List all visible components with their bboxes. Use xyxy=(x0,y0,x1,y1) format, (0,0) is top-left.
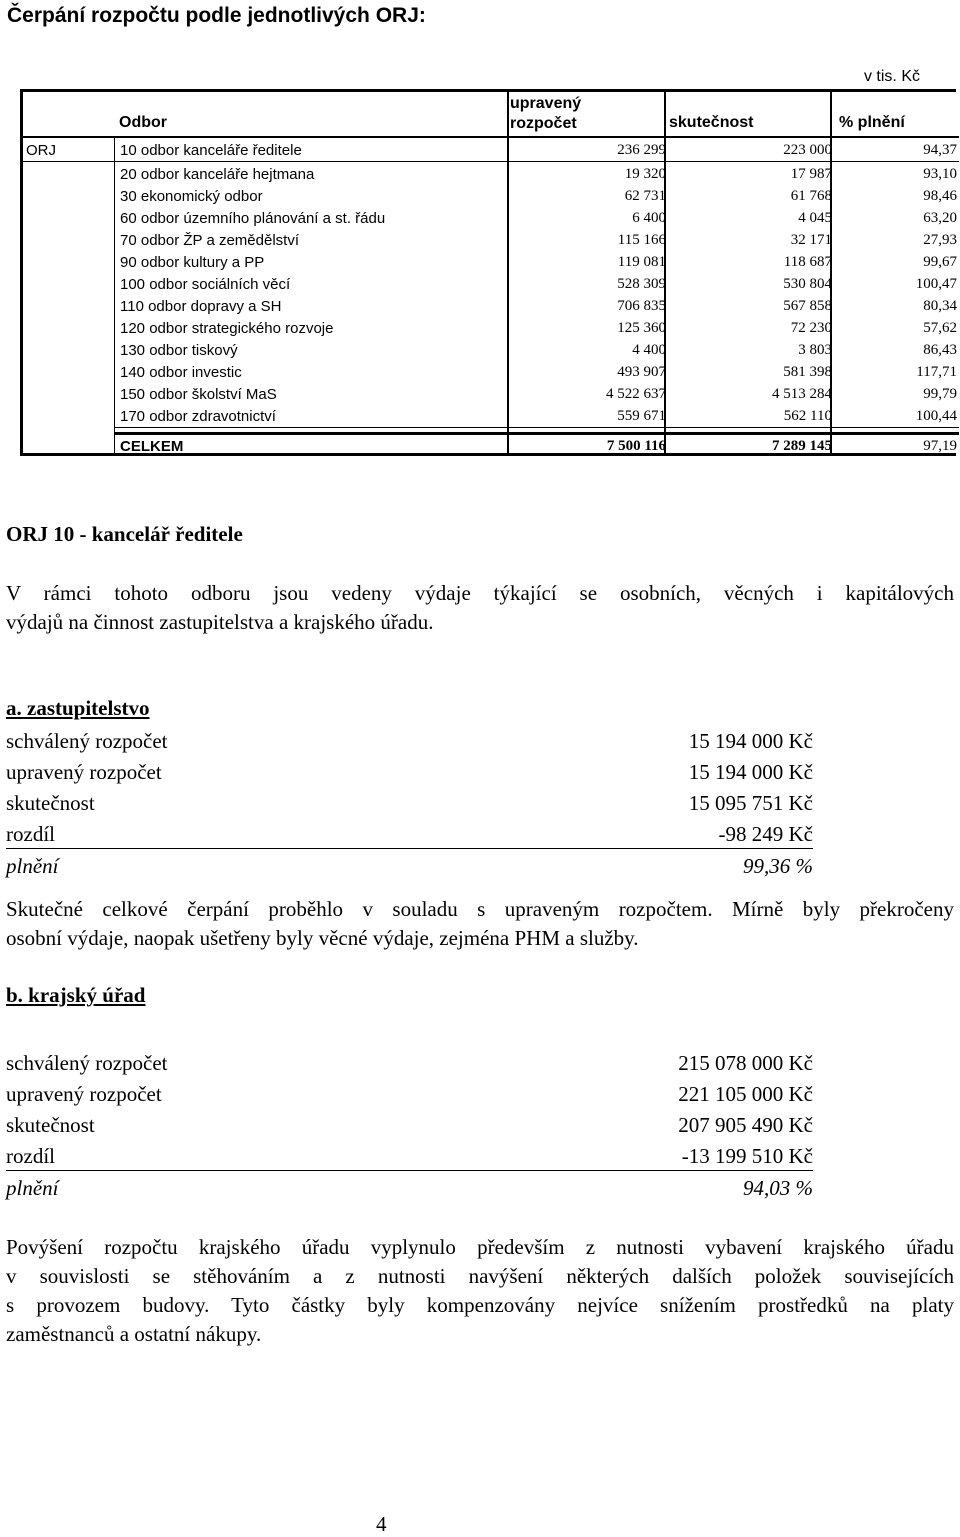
krajsky-urad-text xyxy=(6,1233,954,1349)
zastupitelstvo-heading: a. zastupitelstvo xyxy=(6,696,150,720)
row-plneni: 86,43 xyxy=(923,342,957,358)
row-odbor: 120 odbor strategického rozvoje xyxy=(120,320,334,337)
row-skutecnost: 530 804 xyxy=(783,276,832,292)
table-row xyxy=(23,273,959,295)
row-odbor: 70 odbor ŽP a zemědělství xyxy=(120,232,299,249)
table-total-row xyxy=(23,435,959,457)
row-plneni: 100,47 xyxy=(915,276,957,292)
row-odbor: 30 ekonomický odbor xyxy=(120,188,263,205)
header-odbor: Odbor xyxy=(119,114,167,131)
zastupitelstvo-text xyxy=(6,895,954,953)
row-separator xyxy=(114,427,959,428)
row-rozpocet: 4 400 xyxy=(632,342,666,358)
row-plneni: 99,79 xyxy=(923,386,957,402)
budget-table xyxy=(20,89,956,456)
row-skutecnost: 581 398 xyxy=(783,364,832,380)
ku-text-line-3: s provozem budovy. Tyto částky byly kompenzovány nejvíce snížením prostředků na platy xyxy=(6,1293,954,1317)
row-rozpocet: 559 671 xyxy=(617,408,666,424)
table-row xyxy=(23,163,959,185)
total-skutecnost: 7 289 145 xyxy=(772,438,832,454)
header-skutecnost: skutečnost xyxy=(669,114,754,131)
ku-rozdil-label: rozdíl xyxy=(6,1144,55,1168)
section-heading: ORJ 10 - kancelář ředitele xyxy=(6,522,243,546)
ku-plneni-label: plnění xyxy=(6,1176,59,1200)
ku-plneni-value: 94,03 % xyxy=(743,1176,813,1200)
ku-text-line-4: zaměstnanců a ostatní nákupy. xyxy=(6,1322,262,1346)
row-rozpocet: 706 835 xyxy=(617,298,666,314)
units-label: v tis. Kč xyxy=(863,68,920,85)
row-skutecnost: 562 110 xyxy=(783,408,832,424)
row-skutecnost: 4 045 xyxy=(798,210,832,226)
row-odbor: 140 odbor investic xyxy=(120,364,242,381)
row-skutecnost: 223 000 xyxy=(783,142,832,158)
header-upraveny-rozpocet xyxy=(510,94,581,134)
row-odbor: 60 odbor územního plánování a st. řádu xyxy=(120,210,386,227)
total-plneni: 97,19 xyxy=(923,438,957,454)
row-plneni: 98,46 xyxy=(923,188,957,204)
ku-upraveny-label: upravený rozpočet xyxy=(6,1082,162,1106)
ku-skutecnost-label: skutečnost xyxy=(6,1113,95,1137)
table-row xyxy=(23,361,959,383)
table-row xyxy=(23,405,959,427)
zast-rozdil-label: rozdíl xyxy=(6,822,55,846)
table-row xyxy=(23,207,959,229)
ku-schvaleny-value: 215 078 000 Kč xyxy=(678,1051,813,1075)
row-rozpocet: 6 400 xyxy=(632,210,666,226)
zast-rozdil-value: -98 249 Kč xyxy=(718,822,813,846)
page-number: 4 xyxy=(376,1512,387,1536)
ku-divider xyxy=(6,1170,813,1171)
total-rozpocet: 7 500 116 xyxy=(606,438,666,454)
row-plneni: 93,10 xyxy=(923,166,957,182)
header-upraveny-line2: rozpočet xyxy=(510,115,577,132)
intro-line-2: výdajů na činnost zastupitelstva a krajského úřadu. xyxy=(6,610,434,634)
row-odbor: 110 odbor dopravy a SH xyxy=(120,298,282,315)
orj-label: ORJ xyxy=(26,142,56,159)
ku-plneni xyxy=(6,1176,813,1207)
row-plneni: 117,71 xyxy=(916,364,957,380)
page-title: Čerpání rozpočtu podle jednotlivých ORJ: xyxy=(7,4,426,27)
ku-upraveny-value: 221 105 000 Kč xyxy=(678,1082,813,1106)
header-plneni: % plnění xyxy=(839,114,905,131)
zast-skutecnost-value: 15 095 751 Kč xyxy=(688,791,813,815)
krajsky-urad-heading: b. krajský úřad xyxy=(6,983,146,1007)
row-skutecnost: 567 858 xyxy=(783,298,832,314)
row-rozpocet: 62 731 xyxy=(624,188,666,204)
zast-plneni-value: 99,36 % xyxy=(743,854,813,878)
row-skutecnost: 4 513 284 xyxy=(772,386,832,402)
total-label: CELKEM xyxy=(120,438,184,455)
table-header xyxy=(23,92,959,138)
row-odbor: 100 odbor sociálních věcí xyxy=(120,276,291,293)
row-plneni: 99,67 xyxy=(923,254,957,270)
row-plneni: 57,62 xyxy=(923,320,957,336)
ku-text-line-2: v souvislosti se stěhováním a z nutnosti navýšení některých dalších položek souvisejících xyxy=(6,1264,954,1288)
row-odbor: 150 odbor školství MaS xyxy=(120,386,277,403)
zast-text-line-2: osobní výdaje, naopak ušetřeny byly věcné výdaje, zejména PHM a služby. xyxy=(6,926,639,950)
table-row xyxy=(23,185,959,207)
zast-skutecnost xyxy=(6,791,813,822)
zast-divider xyxy=(6,848,813,849)
table-row xyxy=(23,339,959,361)
row-skutecnost: 118 687 xyxy=(783,254,832,270)
row-rozpocet: 236 299 xyxy=(617,142,666,158)
ku-rozdil-value: -13 199 510 Kč xyxy=(681,1144,813,1168)
table-row xyxy=(23,383,959,405)
row-plneni: 63,20 xyxy=(923,210,957,226)
ku-text-line-1: Povýšení rozpočtu krajského úřadu vyplynulo především z nutnosti vybavení krajského úřadu xyxy=(6,1235,954,1259)
ku-upraveny xyxy=(6,1082,813,1113)
ku-skutecnost-value: 207 905 490 Kč xyxy=(678,1113,813,1137)
table-row xyxy=(23,317,959,339)
zast-plneni xyxy=(6,854,813,885)
intro-line-1: V rámci tohoto odboru jsou vedeny výdaje týkající se osobních, věcných i kapitálových xyxy=(6,581,954,605)
header-upraveny-line1: upravený xyxy=(510,95,582,112)
ku-schvaleny-label: schválený rozpočet xyxy=(6,1051,168,1075)
ku-schvaleny xyxy=(6,1051,813,1082)
zast-upraveny-label: upravený rozpočet xyxy=(6,760,162,784)
row-rozpocet: 125 360 xyxy=(617,320,666,336)
row-rozpocet: 4 522 637 xyxy=(606,386,666,402)
row-rozpocet: 119 081 xyxy=(617,254,666,270)
row-plneni: 94,37 xyxy=(923,142,957,158)
row-rozpocet: 115 166 xyxy=(617,232,666,248)
table-row xyxy=(23,251,959,273)
row-odbor: 90 odbor kultury a PP xyxy=(120,254,265,271)
zast-skutecnost-label: skutečnost xyxy=(6,791,95,815)
table-row xyxy=(23,139,959,161)
row-skutecnost: 32 171 xyxy=(790,232,832,248)
row-skutecnost: 17 987 xyxy=(790,166,832,182)
row-odbor: 20 odbor kanceláře hejtmana xyxy=(120,166,315,183)
row-odbor: 170 odbor zdravotnictví xyxy=(120,408,276,425)
table-row xyxy=(23,229,959,251)
row-plneni: 80,34 xyxy=(923,298,957,314)
row-skutecnost: 3 803 xyxy=(798,342,832,358)
zast-schvaleny-value: 15 194 000 Kč xyxy=(688,729,813,753)
zast-plneni-label: plnění xyxy=(6,854,59,878)
row-odbor: 10 odbor kanceláře ředitele xyxy=(120,142,302,159)
row-skutecnost: 72 230 xyxy=(790,320,832,336)
row-plneni: 27,93 xyxy=(923,232,957,248)
ku-skutecnost xyxy=(6,1113,813,1144)
row-odbor: 130 odbor tiskový xyxy=(120,342,238,359)
table-row xyxy=(23,295,959,317)
section-intro xyxy=(6,579,954,637)
zast-schvaleny xyxy=(6,729,813,760)
row-separator xyxy=(23,161,959,162)
row-skutecnost: 61 768 xyxy=(790,188,832,204)
zast-upraveny-value: 15 194 000 Kč xyxy=(688,760,813,784)
row-plneni: 100,44 xyxy=(915,408,957,424)
zast-upraveny xyxy=(6,760,813,791)
row-rozpocet: 19 320 xyxy=(624,166,666,182)
zast-schvaleny-label: schválený rozpočet xyxy=(6,729,168,753)
row-rozpocet: 493 907 xyxy=(617,364,666,380)
row-rozpocet: 528 309 xyxy=(617,276,666,292)
zast-text-line-1: Skutečné celkové čerpání proběhlo v souladu s upraveným rozpočtem. Mírně byly překročeny xyxy=(6,897,954,921)
